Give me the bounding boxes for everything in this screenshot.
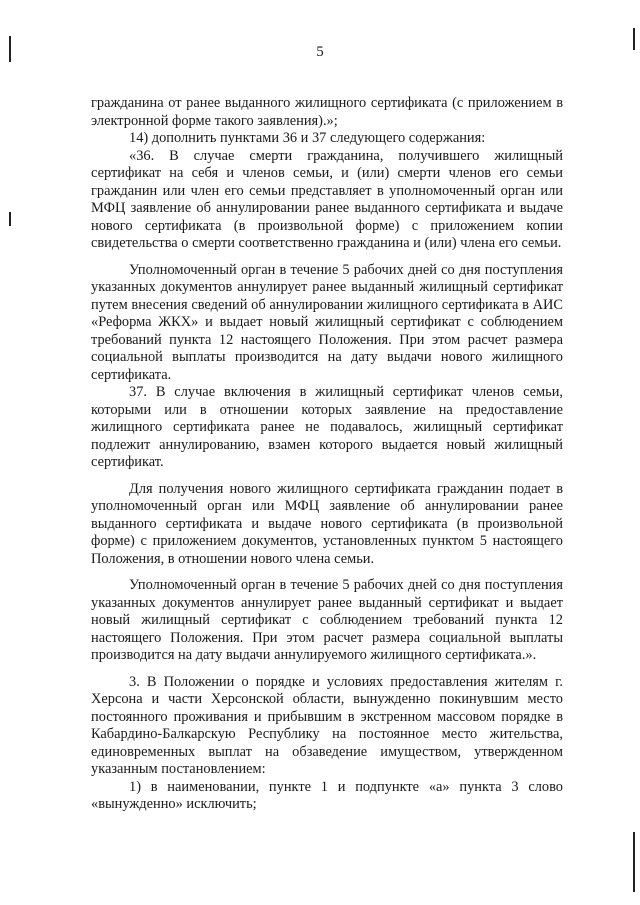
paragraph: Для получения нового жилищного сертификата гражданин подает в уполномоченный орган или МФЦ заявление об аннулировании ранее выданного сертификата и выдаче нового сертификата (в произвольной форме) с приложением документов, установленных пунктом 5 настоящего Положения, в отношении нового члена семьи.	[91, 480, 563, 567]
scan-mark-left-mid	[9, 212, 11, 226]
page-number: 5	[316, 44, 324, 60]
paragraph: 3. В Положении о порядке и условиях предоставления жителям г. Херсона и части Херсонской области, вынужденно покинувшим место постоянного проживания и прибывшим в экстренном массовом порядке в Кабардино-Балкарскую Республику на постоянное место жительства, единовременных выплат на обзаведение имуществом, утвержденном указанным постановлением:	[91, 673, 563, 777]
paragraph: Уполномоченный орган в течение 5 рабочих дней со дня поступления указанных документов аннулирует ранее выданный жилищный сертификат путем внесения сведений об аннулировании жилищного сертификата в АИС «Реформа ЖКХ» и выдает новый жилищный сертификат с соблюдением требований пункта 12 настоящего Положения. При этом расчет размера социальной выплаты производится на дату выдачи нового жилищного сертификата.	[91, 261, 563, 383]
paragraph: гражданина от ранее выданного жилищного сертификата (с приложением в электронной форме такого заявления).»;	[91, 95, 563, 129]
scan-mark-right-top	[633, 28, 635, 50]
scan-mark-right-bottom	[633, 832, 635, 892]
document-body	[91, 95, 563, 814]
paragraph: «36. В случае смерти гражданина, получившего жилищный сертификат на себя и членов семьи, и (или) смерти членов его семьи гражданин или член его семьи представляет в уполномоченный орган или МФЦ заявление об аннулировании ранее выданного сертификата и выдаче нового сертификата (в произвольной форме) с приложением копии свидетельства о смерти соответственно гражданина и (или) члена его семьи.	[91, 147, 563, 251]
scan-mark-left-top	[9, 36, 11, 62]
paragraph: 37. В случае включения в жилищный сертификат членов семьи, которыми или в отношении которых заявление на предоставление жилищного сертификата ранее не подавалось, жилищный сертификат подлежит аннулированию, взамен которого выдается новый жилищный сертификат.	[91, 384, 563, 470]
paragraph: 14) дополнить пунктами 36 и 37 следующего содержания:	[129, 130, 486, 146]
paragraph: Уполномоченный орган в течение 5 рабочих дней со дня поступления указанных документов аннулирует ранее выданный сертификат и выдает новый жилищный сертификат с соблюдением требований пункта 12 настоящего Положения. При этом расчет размера социальной выплаты производится на дату выдачи аннулируемого жилищного сертификата.».	[91, 577, 563, 663]
paragraph: 1) в наименовании, пункте 1 и подпункте «а» пункта 3 слово «вынужденно» исключить;	[91, 778, 563, 812]
